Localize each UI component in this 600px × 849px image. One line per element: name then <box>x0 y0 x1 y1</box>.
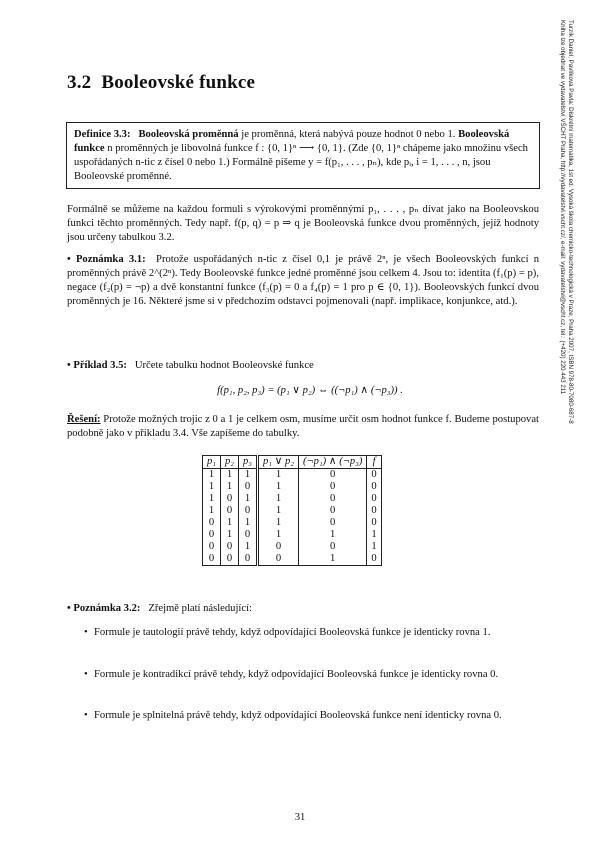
truth-table-cell: 1 <box>220 481 238 493</box>
truth-table-cell: 0 <box>298 481 366 493</box>
truth-table-cell: 1 <box>220 469 238 482</box>
truth-table-cell: 0 <box>367 469 381 482</box>
truth-table-cell: 0 <box>298 517 366 529</box>
truth-table-cell: 1 <box>203 493 221 505</box>
truth-table-cell: 1 <box>298 553 366 566</box>
truth-table-row <box>203 541 382 553</box>
truth-table-cell: 0 <box>298 493 366 505</box>
truth-table-header <box>203 456 382 469</box>
truth-table-cell: 1 <box>203 481 221 493</box>
truth-table-cell: 0 <box>298 505 366 517</box>
definition-box <box>66 122 540 189</box>
sidenote-line-1: Turzík Daniel, Pavlíková Pavla: Diskrétní matematika, 1st ed. Vysoká škola chemicko-technologická v Praze, Praha 2007, ISBN 978-80-7080-687-8 <box>567 20 574 424</box>
definition-text-2: n proměnných je libovolná funkce f : {0, 1}ⁿ ⟶ {0, 1}. (Zde {0, 1}ⁿ chápeme jako množinu všech uspořádaných n-tic z čísel 0 nebo 1.) Formálně píšeme y = f(p₁, . . . , pₙ), kde pᵢ, i = 1, . . . , n, jsou Booleovské proměnné. <box>74 143 528 182</box>
truth-table-cell: 1 <box>238 493 257 505</box>
truth-table-cell: 1 <box>238 541 257 553</box>
bullet-dot: • <box>84 710 88 721</box>
truth-table-cell: 0 <box>367 481 381 493</box>
header-cell: (¬p₁) ∧ (¬p₃) <box>298 456 366 469</box>
truth-table-cell: 0 <box>203 517 221 529</box>
page-number: 31 <box>294 812 306 823</box>
truth-table-cell: 1 <box>257 481 298 493</box>
note-3-1 <box>67 253 539 309</box>
truth-table-cell: 1 <box>238 469 257 482</box>
side-publication-note <box>560 20 574 620</box>
truth-table-row <box>203 481 382 493</box>
truth-table-cell: 0 <box>238 505 257 517</box>
truth-table-cell: 1 <box>367 541 381 553</box>
truth-table-cell: 0 <box>220 493 238 505</box>
truth-table-cell: 1 <box>298 529 366 541</box>
solution-text: Protože možných trojic z 0 a 1 je celkem osm, musíme určit osm hodnot funkce f. Budeme postupovat podobně jako v příkladu 3.4. Vše zapíšeme do tabulky. <box>67 414 539 439</box>
bullet-contradiction: • Formule je kontradikcí právě tehdy, když odpovídající Booleovská funkce je identicky rovna 0. <box>84 669 499 680</box>
bullet-dot: • <box>84 627 88 638</box>
truth-table-cell: 1 <box>220 529 238 541</box>
truth-table-cell: 0 <box>238 529 257 541</box>
sidenote-line-2: Kniha lze objednat ve vydavatelství VŠCHT Praha, http://vydavatelstvi.vscht.cz/, e-mail: vydavatelstvi@vscht.cz, tel.: (+420) 220 443 211 <box>559 20 566 395</box>
note-3-2-text: Zřejmě platí následující: <box>148 603 252 614</box>
truth-table-cell: 1 <box>257 529 298 541</box>
bullet-satisfiable: • Formule je splnitelná právě tehdy, když odpovídající Booleovská funkce není identicky rovna 0. <box>84 710 502 721</box>
example-label: • Příklad 3.5: <box>67 360 127 371</box>
truth-table-cell: 0 <box>220 541 238 553</box>
section-number: 3.2 <box>67 72 92 93</box>
truth-table-cell: 0 <box>257 541 298 553</box>
truth-table-row <box>203 505 382 517</box>
truth-table-cell: 1 <box>238 517 257 529</box>
solution-paragraph <box>67 413 539 441</box>
truth-table-cell: 0 <box>203 553 221 566</box>
truth-table-cell: 0 <box>238 481 257 493</box>
truth-table-cell: 1 <box>220 517 238 529</box>
truth-table-cell: 0 <box>367 517 381 529</box>
truth-table-cell: 1 <box>203 505 221 517</box>
header-cell: p₁ ∨ p₂ <box>257 456 298 469</box>
definition-term-function: Booleovská funkce <box>74 129 510 154</box>
truth-table-cell: 1 <box>257 517 298 529</box>
header-cell: p₁ <box>203 456 221 469</box>
truth-table-cell: 1 <box>367 529 381 541</box>
note-3-2 <box>67 602 539 616</box>
note-3-1-label: • Poznámka 3.1: <box>67 254 146 265</box>
definition-label: Definice 3.3: <box>74 129 131 140</box>
truth-table-cell: 0 <box>203 541 221 553</box>
header-cell: f <box>367 456 381 469</box>
truth-table-cell: 0 <box>367 505 381 517</box>
truth-table-cell: 0 <box>257 553 298 566</box>
bullet-dot: • <box>84 669 88 680</box>
bullet-tautology: • Formule je tautologií právě tehdy, když odpovídající Booleovská funkce je identicky rovna 1. <box>84 627 491 638</box>
truth-table-cell: 1 <box>257 469 298 482</box>
header-cell: p₂ <box>220 456 238 469</box>
example-text: Určete tabulku hodnot Booleovské funkce <box>134 360 314 371</box>
truth-table <box>202 455 382 566</box>
truth-table-cell: 0 <box>238 553 257 566</box>
intro-paragraph: Formálně se můžeme na každou formuli s výrokovými proměnnými p₁, . . . , pₙ dívat jako na Booleovskou funkci těchto proměnných. Tedy např. f(p, q) = p ⇒ q je Booleovská funkce dvou proměnných, jejíž hodnoty jsou určeny tabulkou 3.2. <box>67 204 539 243</box>
truth-table-cell: 1 <box>257 505 298 517</box>
header-cell: p₃ <box>238 456 257 469</box>
truth-table-cell: 0 <box>220 553 238 566</box>
example-3-5 <box>67 359 539 373</box>
section-title: Booleovské funkce <box>101 72 256 93</box>
truth-table-cell: 0 <box>367 493 381 505</box>
definition-text-1: je proměnná, která nabývá pouze hodnot 0 nebo 1. <box>238 129 459 140</box>
note-3-2-label: • Poznámka 3.2: <box>67 603 141 614</box>
section-heading <box>67 72 255 94</box>
example-formula: f(p₁, p₂, p₃) = (p₁ ∨ p₂) ⇔ ((¬p₁) ∧ (¬p₃)) . <box>217 385 403 396</box>
definition-term-variable: Booleovská proměnná <box>138 129 239 140</box>
truth-table-row <box>203 529 382 541</box>
truth-table-row <box>203 517 382 529</box>
truth-table-row <box>203 493 382 505</box>
truth-table-row <box>203 469 382 482</box>
truth-table-body <box>203 469 382 566</box>
truth-table-row <box>203 553 382 566</box>
truth-table-cell: 0 <box>298 541 366 553</box>
truth-table-cell: 0 <box>203 529 221 541</box>
truth-table-cell: 1 <box>257 493 298 505</box>
truth-table-cell: 0 <box>220 505 238 517</box>
solution-label: Řešení: <box>67 414 101 425</box>
truth-table-cell: 0 <box>367 553 381 566</box>
truth-table-cell: 1 <box>203 469 221 482</box>
note-3-1-text: Protože uspořádaných n-tic z čísel 0,1 je právě 2ⁿ, je všech Booleovských funkcí n proměnných právě 2^(2ⁿ). Tedy Booleovské funkce jedné proměnné jsou celkem 4. Jsou to: identita (f₁(p) = p), negace (f₂(p) = ¬p) a dvě konstantní funkce (f₃(p) = 0 a f₄(p) = 1 pro p ∈ {0, 1}). Booleovských funkcí dvou proměnných je 16. Některé jsme si v předchozím odstavci pojmenovali (např. implikace, konjunkce, atd.). <box>67 254 540 307</box>
truth-table-cell: 0 <box>298 469 366 482</box>
